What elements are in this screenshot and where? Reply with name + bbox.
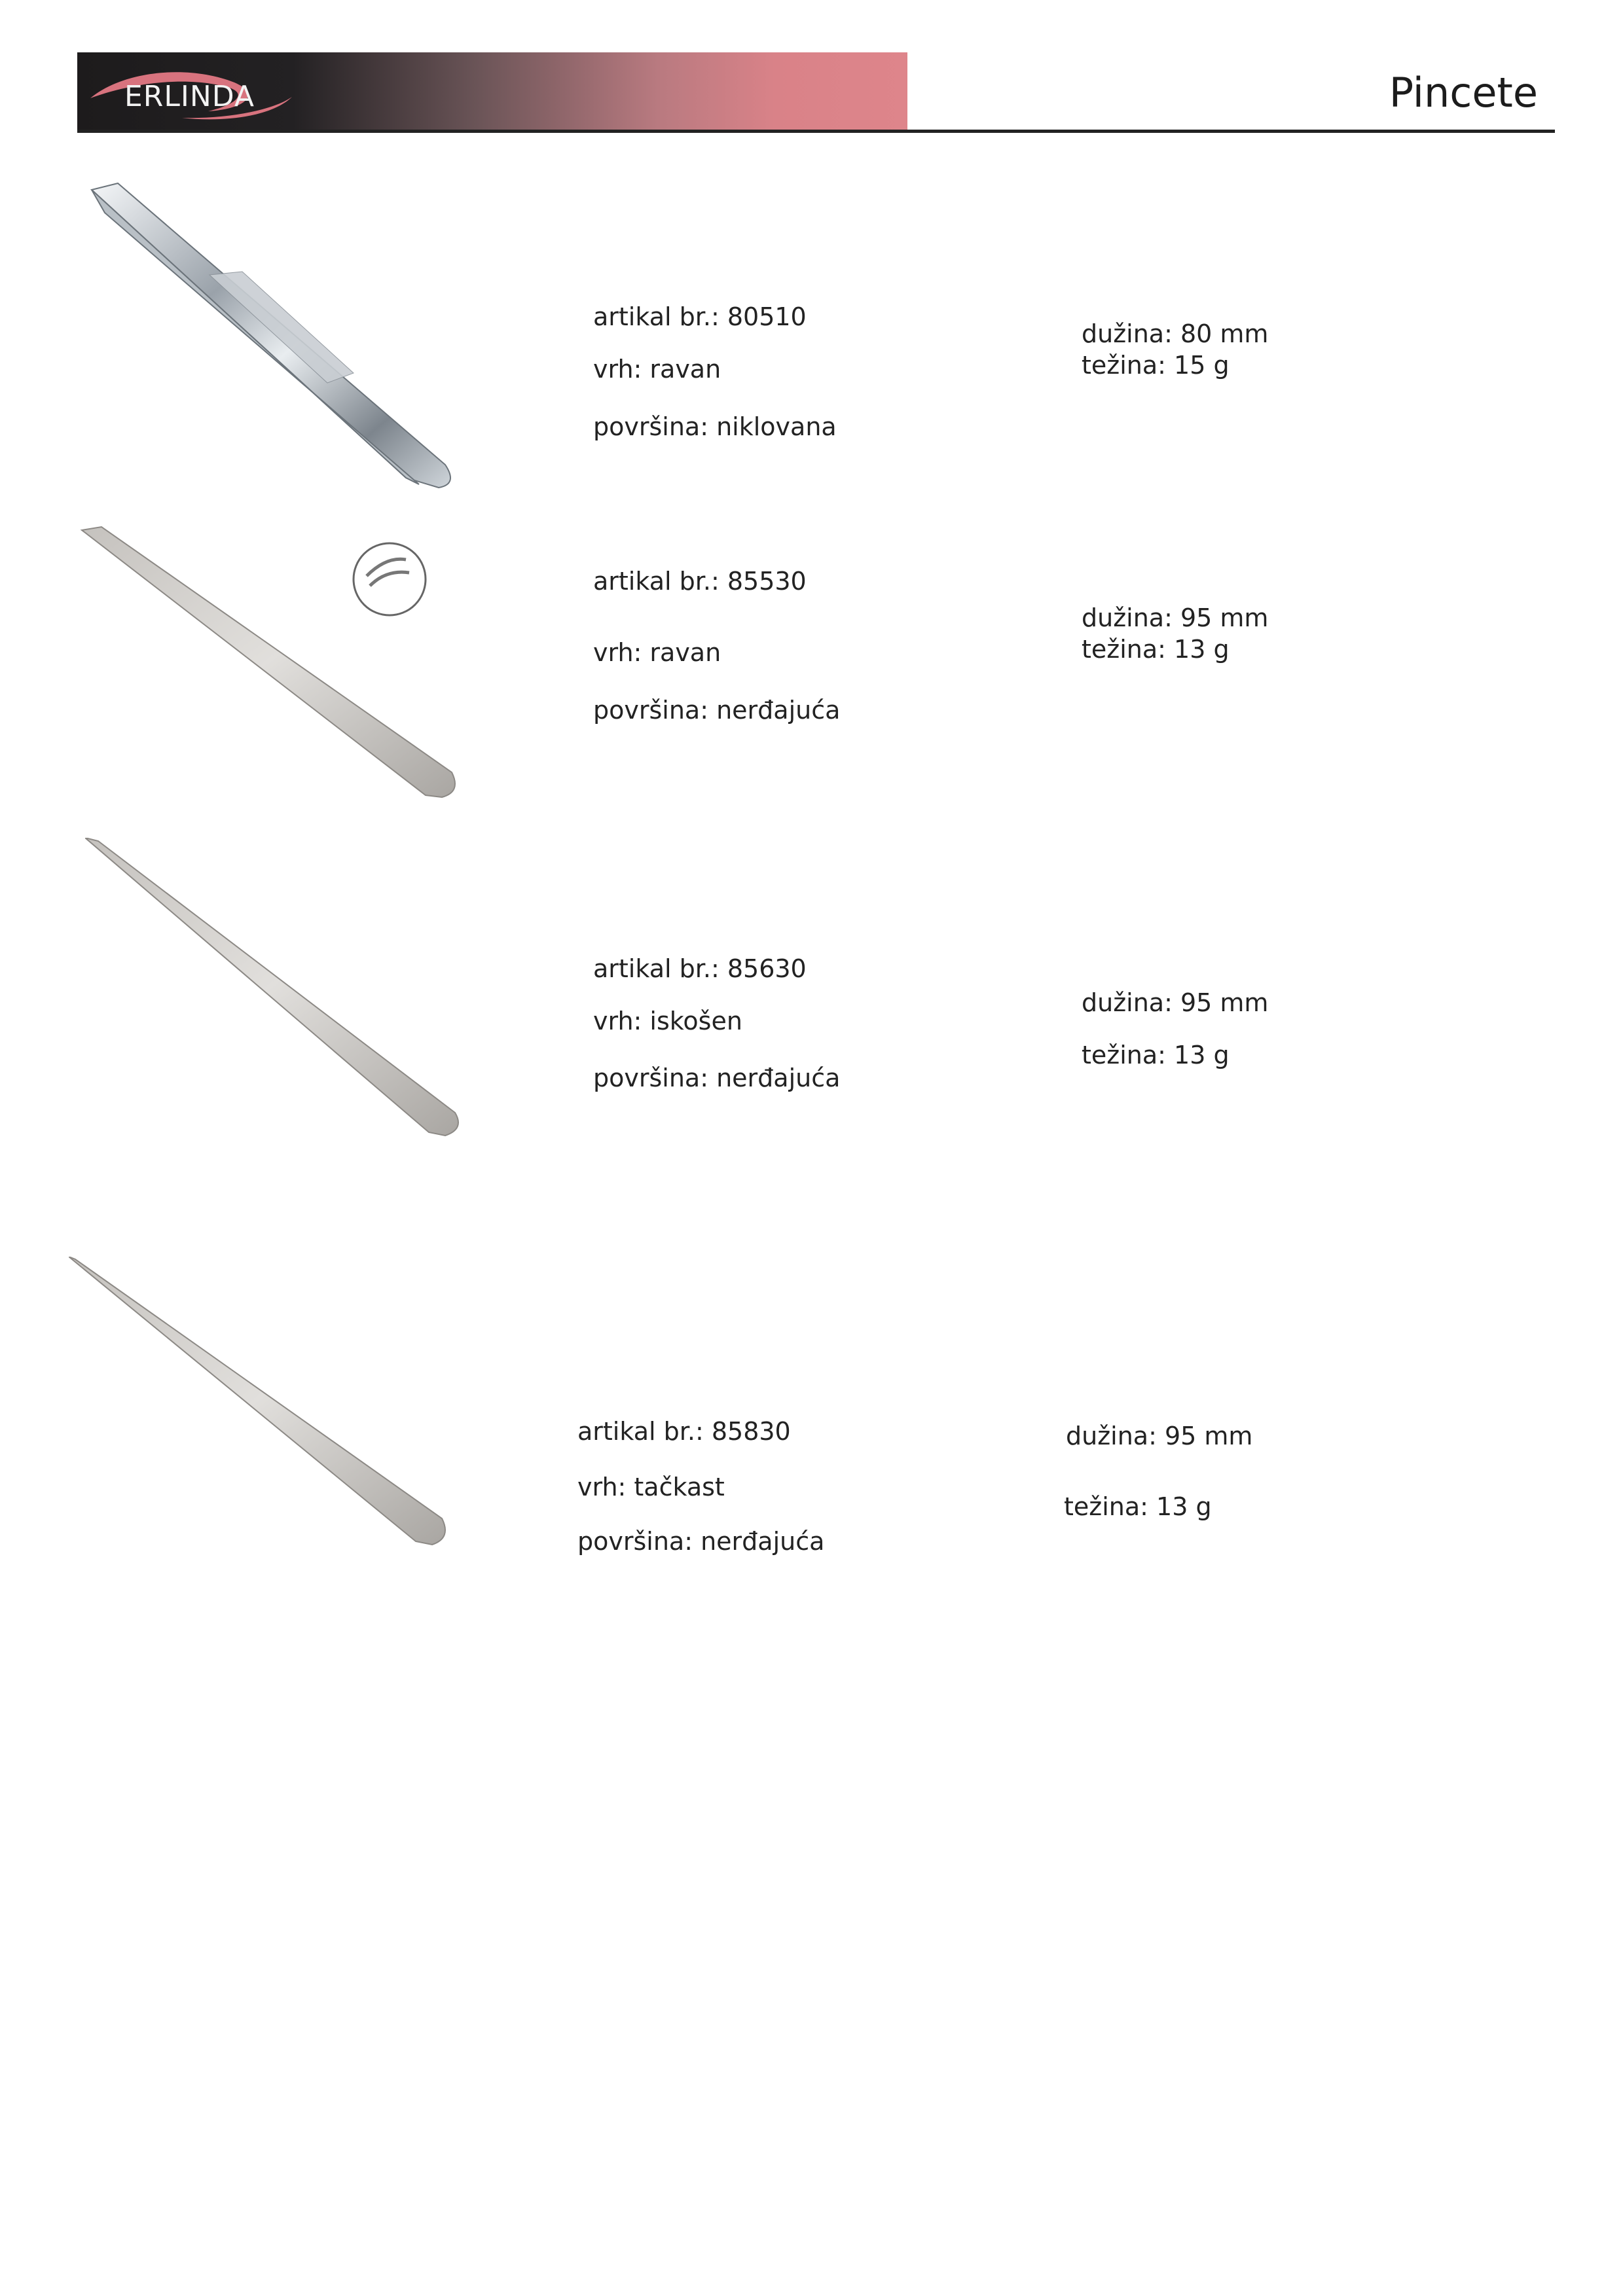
- tweezers-80510-image: [79, 177, 471, 497]
- tweezers-85830-image: [69, 1257, 462, 1564]
- product-3-tip: vrh: iskošen: [593, 1007, 742, 1035]
- product-3-article: artikal br.: 85630: [593, 954, 807, 983]
- product-1-tip: vrh: ravan: [593, 355, 721, 384]
- product-2-weight: težina: 13 g: [1082, 635, 1230, 664]
- product-3-weight: težina: 13 g: [1082, 1041, 1230, 1069]
- product-2-article: artikal br.: 85530: [593, 567, 807, 596]
- product-1-surface: površina: niklovana: [593, 412, 837, 441]
- product-3-length: dužina: 95 mm: [1082, 988, 1269, 1017]
- product-1-article: artikal br.: 80510: [593, 302, 807, 331]
- tweezers-85630-image: [85, 838, 478, 1145]
- page-title: Pincete: [1389, 69, 1538, 117]
- product-1-length: dužina: 80 mm: [1082, 319, 1269, 348]
- product-2-surface: površina: nerđajuća: [593, 696, 841, 725]
- product-4-weight: težina: 13 g: [1064, 1492, 1212, 1521]
- product-2-length: dužina: 95 mm: [1082, 603, 1269, 632]
- product-2-tip: vrh: ravan: [593, 638, 721, 667]
- product-1-weight: težina: 15 g: [1082, 351, 1230, 380]
- product-4-tip: vrh: tačkast: [577, 1473, 725, 1501]
- product-4-length: dužina: 95 mm: [1066, 1422, 1253, 1450]
- product-3-surface: površina: nerđajuća: [593, 1064, 841, 1092]
- header-divider: [77, 130, 1555, 133]
- product-4-surface: površina: nerđajuća: [577, 1527, 825, 1556]
- brand-logo: ERLINDA: [124, 80, 255, 113]
- product-4-article: artikal br.: 85830: [577, 1417, 791, 1446]
- tweezers-85530-image: [79, 517, 471, 825]
